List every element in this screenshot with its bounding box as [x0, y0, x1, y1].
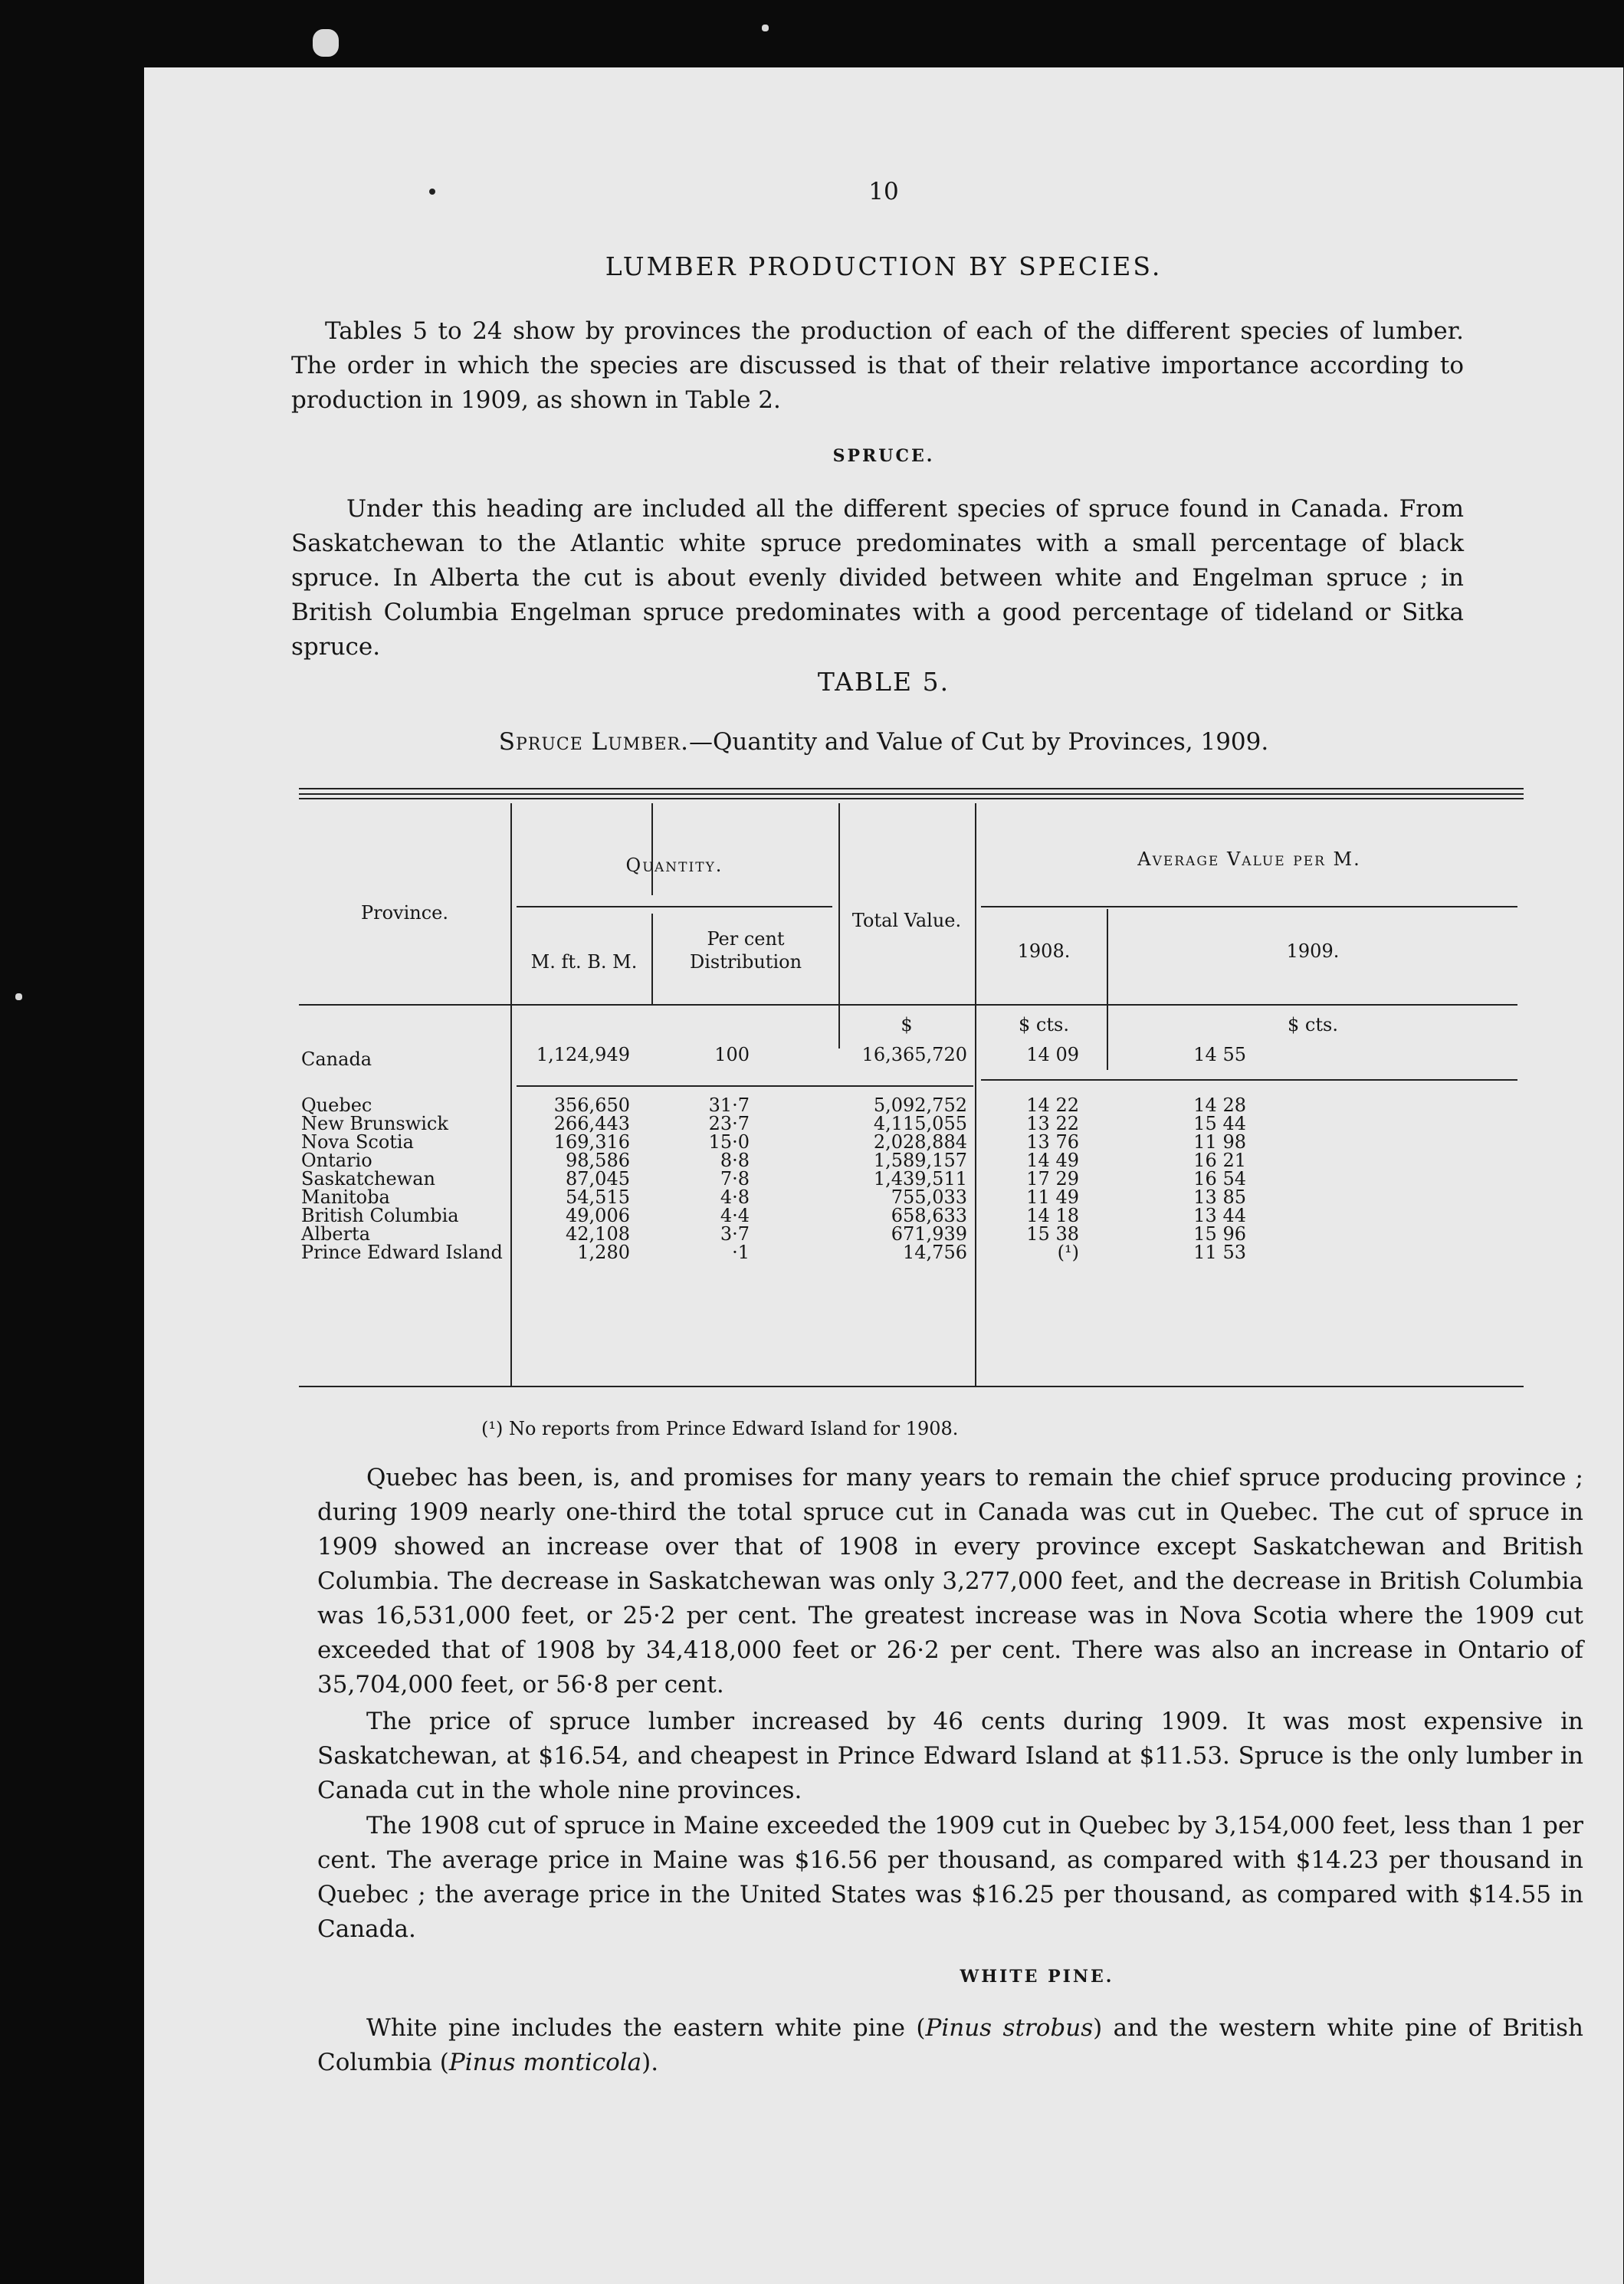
table-caption [144, 728, 1623, 756]
total-row-1908: 14 09 [1026, 1044, 1079, 1065]
white-pine-text-b: ) and the western white pine of British Columbia ( [317, 2014, 1583, 2076]
row-value: 1,439,511 [873, 1168, 967, 1190]
row-v1909: 16 21 [1193, 1150, 1246, 1171]
row-province: Alberta [301, 1223, 370, 1245]
header-rule [981, 906, 1517, 907]
total-row-percent: 100 [714, 1044, 750, 1065]
row-value: 671,939 [891, 1223, 967, 1245]
row-qty: 356,650 [553, 1094, 630, 1116]
header-distribution: Distribution [689, 951, 802, 973]
row-pct: 8·8 [720, 1150, 750, 1171]
row-qty: 1,280 [577, 1242, 630, 1263]
row-province: Saskatchewan [301, 1168, 435, 1190]
table-footnote: (¹) No reports from Prince Edward Island for 1908. [481, 1418, 959, 1439]
white-pine-text-a: White pine includes the eastern white pine ( [366, 2014, 926, 2042]
white-pine-heading: WHITE PINE. [960, 1967, 1114, 1987]
total-row-1909: 14 55 [1193, 1044, 1246, 1065]
total-row-rule [517, 1085, 973, 1087]
header-rule [299, 1004, 1517, 1006]
row-v1909: 13 44 [1193, 1205, 1246, 1226]
scan-speck [15, 993, 22, 1000]
row-qty: 169,316 [553, 1131, 630, 1153]
row-pct: 15·0 [708, 1131, 750, 1153]
row-value: 658,633 [891, 1205, 967, 1226]
white-pine-species-2: Pinus monticola [448, 2049, 642, 2076]
row-v1908: 13 22 [1026, 1113, 1079, 1134]
header-average-value: Average Value per M. [1137, 848, 1361, 870]
row-qty: 87,045 [566, 1168, 630, 1190]
page-number: 10 [868, 178, 899, 205]
scan-speck [762, 25, 769, 31]
scan-speck [313, 29, 339, 57]
header-1909: 1909. [1286, 940, 1340, 962]
row-v1908: (¹) [1057, 1242, 1079, 1263]
column-rule [651, 803, 653, 895]
row-v1908: 17 29 [1026, 1168, 1079, 1190]
row-province: Prince Edward Island [301, 1242, 503, 1263]
total-row-province: Canada [301, 1048, 372, 1070]
table-caption-label: Spruce Lumber. [498, 728, 689, 756]
row-v1908: 15 38 [1026, 1223, 1079, 1245]
row-v1908: 13 76 [1026, 1131, 1079, 1153]
row-qty: 98,586 [566, 1150, 630, 1171]
row-pct: 4·4 [720, 1205, 750, 1226]
row-pct: 4·8 [720, 1186, 750, 1208]
row-province: Nova Scotia [301, 1131, 414, 1153]
spruce-heading: SPRUCE. [832, 446, 935, 466]
unit-dollar: $ [901, 1014, 913, 1035]
row-qty: 49,006 [566, 1205, 630, 1226]
row-qty: 42,108 [566, 1223, 630, 1245]
row-value: 755,033 [891, 1186, 967, 1208]
unit-dollar-cents-1909: $ cts. [1288, 1014, 1338, 1035]
spruce-paragraph: Under this heading are included all the different species of spruce found in Canada. From Saskatchewan to the Atlantic white spruce predominates with a small percentage of black spruce. In Alberta the cut is about evenly divided between white and Engelman spruce ; in British Columbia Engelman spruce predominates with a good percentage of tideland or Sitka spruce. [291, 495, 1464, 661]
row-v1909: 13 85 [1193, 1186, 1246, 1208]
row-value: 4,115,055 [873, 1113, 967, 1134]
unit-dollar-cents-1908: $ cts. [1019, 1014, 1069, 1035]
row-value: 5,092,752 [873, 1094, 967, 1116]
total-row-quantity: 1,124,949 [536, 1044, 630, 1065]
white-pine-text-c: ). [641, 2049, 659, 2076]
white-pine-species-1: Pinus strobus [925, 2014, 1094, 2042]
table-caption-text: —Quantity and Value of Cut by Provinces, 1909. [688, 728, 1269, 756]
row-v1909: 15 96 [1193, 1223, 1246, 1245]
header-province: Province. [360, 902, 449, 924]
row-v1909: 16 54 [1193, 1168, 1246, 1190]
header-1908: 1908. [1017, 940, 1071, 962]
table-top-rule [299, 788, 1524, 789]
table-top-rule [299, 798, 1524, 799]
header-quantity: Quantity. [625, 855, 723, 876]
column-rule [975, 803, 976, 1386]
intro-paragraph: Tables 5 to 24 show by provinces the production of each of the different species of lumber. The order in which the species are discussed is that of their relative importance according to production in 1909, as shown in Table 2. [291, 317, 1464, 414]
row-province: Ontario [301, 1150, 372, 1171]
row-province: New Brunswick [301, 1113, 448, 1134]
row-qty: 266,443 [553, 1113, 630, 1134]
header-m-ft: M. ft. B. M. [530, 951, 638, 973]
row-qty: 54,515 [566, 1186, 630, 1208]
document-page [144, 67, 1623, 2284]
row-pct: 23·7 [708, 1113, 750, 1134]
row-v1908: 14 18 [1026, 1205, 1079, 1226]
table-title: TABLE 5. [817, 667, 950, 697]
quebec-paragraph-3: The 1908 cut of spruce in Maine exceeded the 1909 cut in Quebec by 3,154,000 feet, less than 1 per cent. The average price in Maine was $16.56 per thousand, as compared with $14.23 per thousand in Quebec ; the average price in the United States was $16.25 per thousand, as compared with $14.55 in Canada. [317, 1812, 1583, 1943]
row-province: Quebec [301, 1094, 372, 1116]
header-total-value: Total Value. [851, 910, 962, 931]
table-bottom-rule [299, 1386, 1524, 1387]
column-rule [510, 803, 512, 1386]
header-per-cent: Per cent [707, 928, 785, 950]
table-top-rule [299, 793, 1524, 795]
row-v1909: 11 53 [1193, 1242, 1246, 1263]
quebec-paragraph-1: Quebec has been, is, and promises for many years to remain the chief spruce producing province ; during 1909 nearly one-third the total spruce cut in Canada was cut in Quebec. The cut of spruce in 1909 showed an increase over that of 1908 in every province except Saskatchewan and British Columbia. The decrease in Saskatchewan was only 3,277,000 feet, and the decrease in British Columbia was 16,531,000 feet, or 25·2 per cent. The greatest increase was in Nova Scotia where the 1909 cut exceeded that of 1908 by 34,418,000 feet or 26·2 per cent. There was also an increase in Ontario of 35,704,000 feet, or 56·8 per cent. [317, 1464, 1583, 1698]
row-v1908: 11 49 [1026, 1186, 1079, 1208]
row-pct: 7·8 [720, 1168, 750, 1190]
row-value: 14,756 [903, 1242, 967, 1263]
row-pct: 31·7 [708, 1094, 750, 1116]
row-value: 2,028,884 [873, 1131, 967, 1153]
row-value: 1,589,157 [873, 1150, 967, 1171]
total-row-value: 16,365,720 [861, 1044, 967, 1065]
row-province: British Columbia [301, 1205, 459, 1226]
row-v1909: 11 98 [1193, 1131, 1246, 1153]
quebec-paragraph-2: The price of spruce lumber increased by 46 cents during 1909. It was most expensive in Saskatchewan, at $16.54, and cheapest in Prince Edward Island at $11.53. Spruce is the only lumber in Canada cut in the whole nine provinces. [317, 1708, 1583, 1804]
row-pct: ·1 [732, 1242, 750, 1263]
total-row-rule [981, 1079, 1517, 1081]
row-v1908: 14 22 [1026, 1094, 1079, 1116]
header-rule [517, 906, 832, 907]
row-v1909: 14 28 [1193, 1094, 1246, 1116]
page-title: LUMBER PRODUCTION BY SPECIES. [605, 251, 1163, 281]
row-pct: 3·7 [720, 1223, 750, 1245]
row-v1908: 14 49 [1026, 1150, 1079, 1171]
row-v1909: 15 44 [1193, 1113, 1246, 1134]
row-province: Manitoba [301, 1186, 390, 1208]
white-pine-paragraph [317, 2011, 1583, 2080]
